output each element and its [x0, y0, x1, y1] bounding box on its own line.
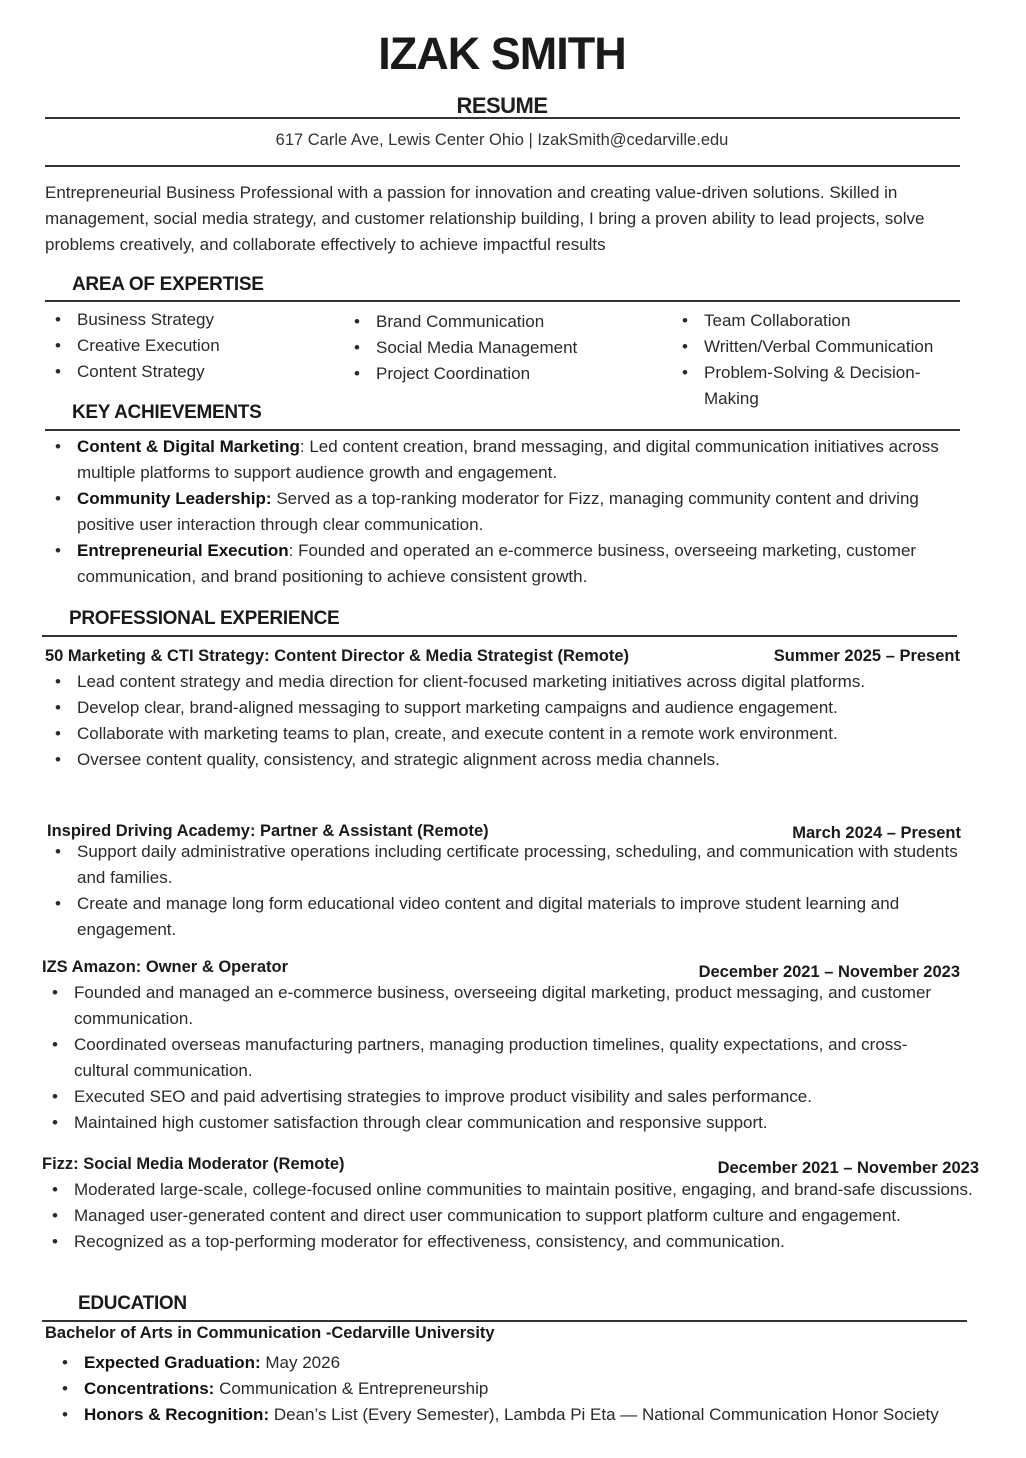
list-item [55, 839, 965, 891]
list-item [62, 1350, 1022, 1376]
list-item [354, 335, 654, 361]
bullet-icon: • [55, 362, 61, 381]
job-bullets [52, 980, 952, 1136]
item-text: Content Strategy [77, 362, 205, 381]
list-item [55, 747, 935, 773]
list-item [354, 361, 654, 387]
degree: Bachelor of Arts in Communication -Cedarville University [45, 1324, 495, 1342]
item-text: Brand Communication [376, 312, 545, 331]
bullet-icon: • [55, 489, 61, 508]
bullet-icon: • [55, 672, 61, 691]
item-label: Honors & Recognition: [84, 1405, 270, 1424]
list-item [52, 1032, 952, 1084]
item-text: Oversee content quality, consistency, and strategic alignment across media channels. [77, 750, 720, 769]
item-label: Expected Graduation: [84, 1353, 261, 1372]
list-item [52, 1177, 1012, 1203]
bullet-icon: • [52, 1206, 58, 1225]
bullet-icon: • [55, 724, 61, 743]
list-item [55, 721, 935, 747]
job-dates: Summer 2025 – Present [773, 647, 960, 665]
item-text: Social Media Management [376, 338, 578, 357]
bullet-icon: • [52, 983, 58, 1002]
item-text: Recognized as a top-performing moderator for effectiveness, consistency, and communication. [74, 1232, 785, 1251]
job-title: Fizz: Social Media Moderator (Remote) [42, 1155, 345, 1173]
item-text: Dean’s List (Every Semester), Lambda Pi Eta — National Communication Honor Society [269, 1405, 939, 1424]
divider [42, 635, 957, 637]
candidate-name: IZAK SMITH [378, 28, 626, 79]
divider [45, 117, 960, 119]
item-text: Communication & Entrepreneurship [214, 1379, 489, 1398]
bullet-icon: • [52, 1180, 58, 1199]
job-bullets [55, 839, 965, 943]
item-text: Served as a top-ranking moderator for Fizz, managing community content and driving positive user interaction through clear communication. [77, 489, 919, 534]
list-item [55, 333, 335, 359]
divider [45, 165, 960, 167]
list-item [682, 360, 964, 412]
list-item [55, 307, 335, 333]
list-item [682, 308, 964, 334]
list-item [62, 1402, 1022, 1428]
document-subtitle: RESUME [456, 93, 548, 118]
bullet-icon: • [55, 336, 61, 355]
job-dates: December 2021 – November 2023 [717, 1159, 979, 1177]
section-heading-expertise: AREA OF EXPERTISE [72, 274, 264, 295]
item-text: May 2026 [260, 1353, 341, 1372]
bullet-icon: • [354, 312, 360, 331]
bullet-icon: • [55, 310, 61, 329]
list-item [52, 1110, 952, 1136]
bullet-icon: • [62, 1353, 68, 1372]
bullet-icon: • [62, 1405, 68, 1424]
item-text: Creative Execution [77, 336, 220, 355]
list-item [52, 1229, 1012, 1255]
list-item [55, 434, 950, 486]
job-title: IZS Amazon: Owner & Operator [42, 958, 289, 976]
divider [45, 429, 960, 431]
bullet-icon: • [55, 698, 61, 717]
item-text: Moderated large-scale, college-focused online communities to maintain positive, engaging, and brand-safe discussions. [74, 1180, 973, 1199]
section-heading-achievements: KEY ACHIEVEMENTS [72, 402, 262, 423]
bullet-icon: • [682, 311, 688, 330]
list-item [55, 891, 965, 943]
item-text: Coordinated overseas manufacturing partners, managing production timelines, quality expectations, and cross-cultural communication. [74, 1035, 908, 1080]
list-item [682, 334, 964, 360]
section-heading-education: EDUCATION [78, 1293, 187, 1314]
item-label: Community Leadership: [77, 489, 272, 508]
item-text: Executed SEO and paid advertising strategies to improve product visibility and sales performance. [74, 1087, 812, 1106]
list-item [52, 1084, 952, 1110]
item-label: Content & Digital Marketing [77, 437, 300, 456]
item-text: Managed user-generated content and direct user communication to support platform culture and engagement. [74, 1206, 901, 1225]
list-item [354, 309, 654, 335]
summary: Entrepreneurial Business Professional with a passion for innovation and creating value-driven solutions. Skilled in management, social media strategy, and customer relationship building, I bring a proven ability to lead projects, solve problems creatively, and collaborate effectively to achieve impactful results [45, 183, 925, 254]
item-text: Written/Verbal Communication [704, 337, 934, 356]
bullet-icon: • [52, 1232, 58, 1251]
item-label: Entrepreneurial Execution [77, 541, 289, 560]
list-item [55, 486, 950, 538]
bullet-icon: • [52, 1087, 58, 1106]
list-item [55, 538, 950, 590]
item-text: : Led content creation, brand messaging, and digital communication initiatives across multiple platforms to support audience growth and engagement. [77, 437, 939, 482]
expertise-column-3 [682, 308, 964, 412]
item-text: Collaborate with marketing teams to plan, create, and execute content in a remote work environment. [77, 724, 838, 743]
expertise-column-1 [55, 307, 335, 385]
divider [45, 300, 960, 302]
contact-info: 617 Carle Ave, Lewis Center Ohio | IzakSmith@cedarville.edu [275, 131, 729, 149]
list-item [55, 359, 335, 385]
divider [42, 1320, 967, 1322]
item-text: Maintained high customer satisfaction through clear communication and responsive support. [74, 1113, 768, 1132]
education-list [62, 1350, 1022, 1428]
item-text: Create and manage long form educational video content and digital materials to improve student learning and engagement. [77, 894, 900, 939]
item-text: Problem-Solving & Decision-Making [704, 363, 921, 408]
job-dates: March 2024 – Present [792, 824, 961, 842]
item-text: Project Coordination [376, 364, 531, 383]
job-title: 50 Marketing & CTI Strategy: Content Director & Media Strategist (Remote) [45, 647, 630, 665]
item-text: Support daily administrative operations including certificate processing, scheduling, and communication with students and families. [77, 842, 958, 887]
list-item [55, 669, 935, 695]
bullet-icon: • [354, 338, 360, 357]
item-text: Lead content strategy and media direction for client-focused marketing initiatives across digital platforms. [77, 672, 866, 691]
list-item [52, 980, 952, 1032]
bullet-icon: • [682, 363, 688, 382]
item-text: Business Strategy [77, 310, 215, 329]
bullet-icon: • [55, 541, 61, 560]
section-heading-experience: PROFESSIONAL EXPERIENCE [69, 608, 340, 629]
item-text: Team Collaboration [704, 311, 851, 330]
bullet-icon: • [55, 750, 61, 769]
item-label: Concentrations: [84, 1379, 215, 1398]
item-text: Develop clear, brand-aligned messaging to support marketing campaigns and audience engagement. [77, 698, 838, 717]
achievements-list [55, 434, 950, 590]
item-text: : Founded and operated an e-commerce business, overseeing marketing, customer communication, and brand positioning to achieve consistent growth. [77, 541, 917, 586]
item-text: Founded and managed an e-commerce business, overseeing digital marketing, product messaging, and customer communication. [74, 983, 932, 1028]
bullet-icon: • [354, 364, 360, 383]
list-item [62, 1376, 1022, 1402]
job-dates: December 2021 – November 2023 [698, 963, 960, 981]
list-item [52, 1203, 1012, 1229]
list-item [55, 695, 935, 721]
job-bullets [55, 669, 935, 773]
bullet-icon: • [62, 1379, 68, 1398]
bullet-icon: • [52, 1113, 58, 1132]
bullet-icon: • [55, 842, 61, 861]
bullet-icon: • [682, 337, 688, 356]
bullet-icon: • [52, 1035, 58, 1054]
job-title: Inspired Driving Academy: Partner & Assistant (Remote) [47, 822, 489, 840]
expertise-column-2 [354, 309, 654, 387]
bullet-icon: • [55, 894, 61, 913]
job-bullets [52, 1177, 1012, 1255]
bullet-icon: • [55, 437, 61, 456]
